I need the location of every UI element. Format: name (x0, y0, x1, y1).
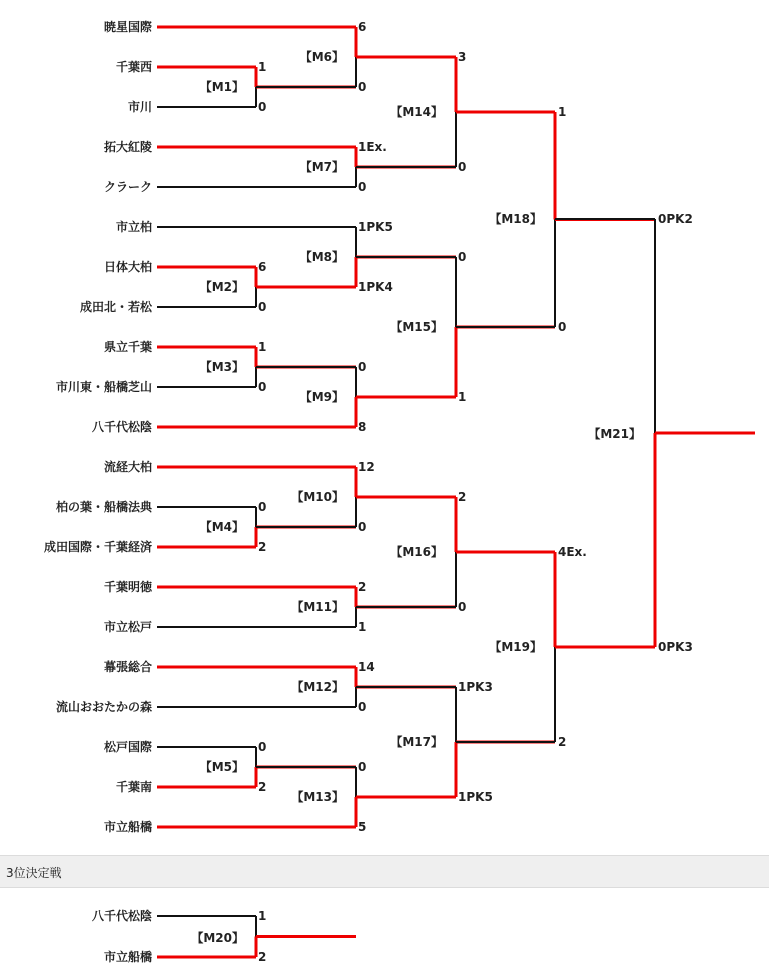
score: 2 (258, 780, 267, 794)
score: 14 (358, 660, 375, 674)
score: 1PK4 (358, 280, 393, 294)
score: 0 (258, 740, 267, 754)
score: 6 (258, 260, 267, 274)
match-label: 【M20】 (191, 931, 244, 945)
team-name: 流山おおたかの森 (55, 700, 152, 714)
match-label: 【M18】 (489, 212, 542, 226)
score: 0PK3 (658, 640, 693, 654)
team-name: 柏の葉・船橋法典 (55, 500, 152, 514)
match-label: 【M2】 (199, 280, 244, 294)
match-label: 【M7】 (299, 160, 344, 174)
match-label: 【M13】 (291, 790, 344, 804)
score: 8 (358, 420, 367, 434)
team-name: 市川 (127, 100, 152, 114)
team-name: 成田北・若松 (79, 300, 152, 314)
score: 1 (258, 909, 267, 923)
team-name: 幕張総合 (103, 660, 152, 674)
match-label: 【M19】 (489, 640, 542, 654)
score: 0 (458, 600, 467, 614)
score: 2 (358, 580, 367, 594)
match-label: 【M6】 (299, 50, 344, 64)
third-place-header (0, 855, 769, 888)
bracket-lines (157, 27, 755, 957)
score: 2 (458, 490, 467, 504)
match-label: 【M9】 (299, 390, 344, 404)
match-label: 【M3】 (199, 360, 244, 374)
score: 0 (358, 80, 367, 94)
section-title: 3位決定戦 (6, 866, 62, 880)
score: 0 (358, 360, 367, 374)
match-label: 【M17】 (390, 735, 443, 749)
score: 0 (358, 520, 367, 534)
score: 1 (358, 620, 367, 634)
score: 0 (358, 700, 367, 714)
score: 1PK5 (358, 220, 393, 234)
score: 2 (558, 735, 567, 749)
score: 1 (258, 340, 267, 354)
score: 0 (258, 500, 267, 514)
match-label: 【M10】 (291, 490, 344, 504)
match-label: 【M16】 (390, 545, 443, 559)
score: 0 (458, 160, 467, 174)
score: 3 (458, 50, 467, 64)
team-name: 松戸国際 (103, 740, 152, 754)
score: 0 (258, 380, 267, 394)
score: 2 (258, 950, 267, 964)
score: 0PK2 (658, 212, 693, 226)
team-name: 八千代松陰 (91, 909, 152, 923)
score: 5 (358, 820, 367, 834)
match-label: 【M4】 (199, 520, 244, 534)
score: 0 (258, 100, 267, 114)
match-label: 【M21】 (588, 427, 641, 441)
score: 0 (358, 760, 367, 774)
score: 1 (458, 390, 467, 404)
team-name: 千葉南 (115, 780, 152, 794)
score: 0 (258, 300, 267, 314)
match-label: 【M12】 (291, 680, 344, 694)
team-name: 日体大柏 (103, 260, 152, 274)
team-name: 県立千葉 (103, 340, 152, 354)
score: 1PK3 (458, 680, 493, 694)
score: 1 (558, 105, 567, 119)
score: 0 (458, 250, 467, 264)
team-name: 市立松戸 (103, 620, 152, 634)
score: 12 (358, 460, 375, 474)
score: 1 (258, 60, 267, 74)
match-label: 【M8】 (299, 250, 344, 264)
match-label: 【M15】 (390, 320, 443, 334)
team-name: 八千代松陰 (91, 420, 152, 434)
match-label: 【M5】 (199, 760, 244, 774)
team-name: 千葉明徳 (103, 580, 152, 594)
team-name: 成田国際・千葉経済 (43, 540, 152, 554)
team-name: 市立柏 (115, 220, 152, 234)
team-name: 千葉西 (115, 60, 152, 74)
score: 0 (558, 320, 567, 334)
score: 2 (258, 540, 267, 554)
team-name: 市立船橋 (103, 950, 152, 964)
match-label: 【M1】 (199, 80, 244, 94)
team-name: 流経大柏 (103, 460, 152, 474)
score: 1PK5 (458, 790, 493, 804)
team-name: 拓大紅陵 (103, 140, 152, 154)
score: 6 (358, 20, 367, 34)
score: 1Ex. (358, 140, 387, 154)
team-name: 市川東・船橋芝山 (55, 380, 152, 394)
match-label: 【M11】 (291, 600, 344, 614)
team-name: 暁星国際 (103, 20, 152, 34)
team-name: クラーク (103, 180, 152, 194)
score: 4Ex. (558, 545, 587, 559)
score: 0 (358, 180, 367, 194)
team-name: 市立船橋 (103, 820, 152, 834)
match-label: 【M14】 (390, 105, 443, 119)
